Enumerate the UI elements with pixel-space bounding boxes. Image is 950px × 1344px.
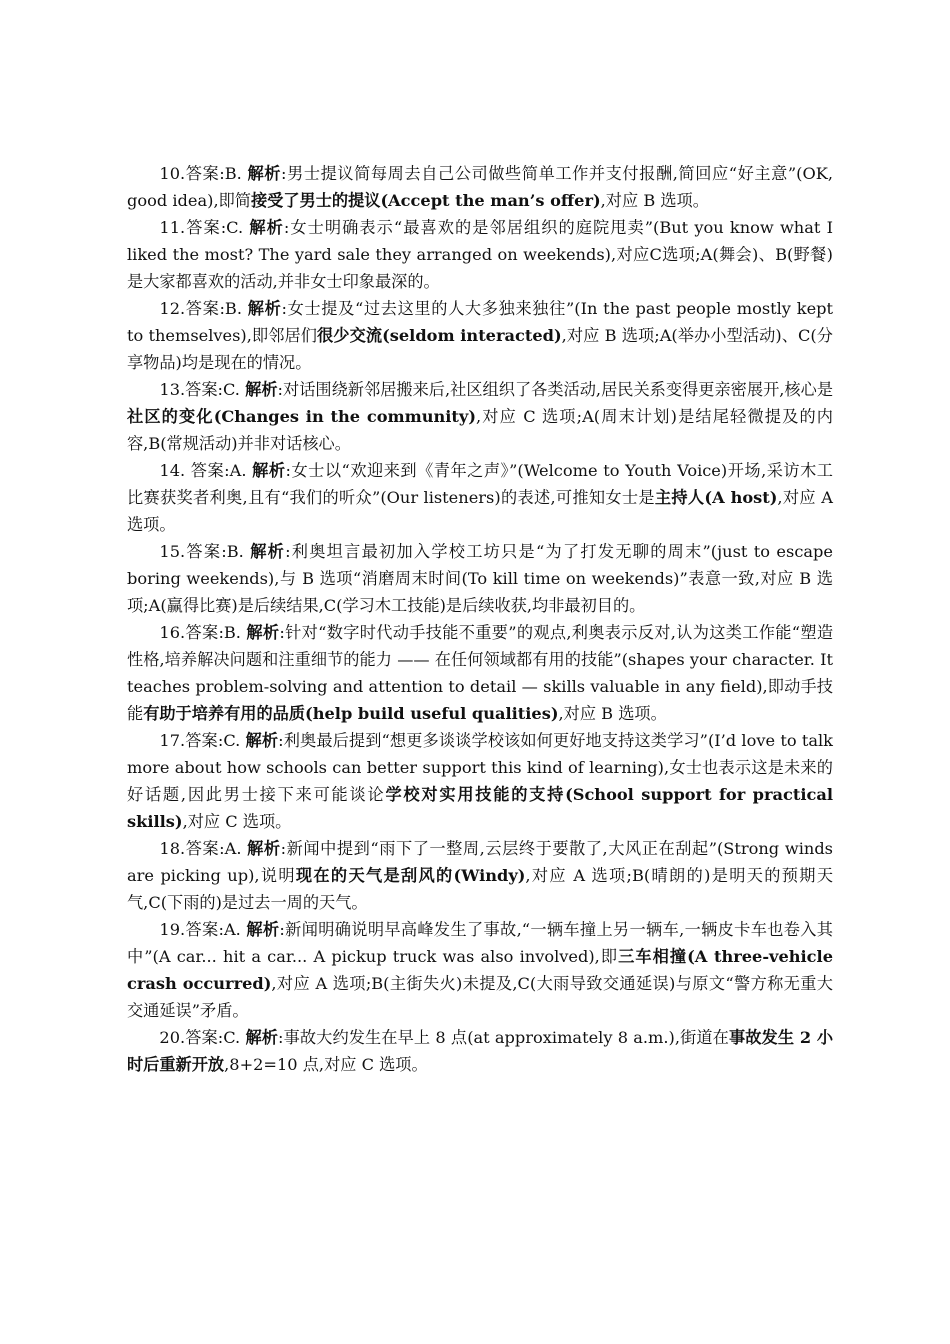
answer-item-13 xyxy=(127,376,833,457)
key-phrase: 主持人(A host) xyxy=(654,488,778,507)
explanation-tail: ,对应 A 选项;B(主街失火)未提及,C(大雨导致交通延误)与原文“警方称无重大交通延误”矛盾。 xyxy=(127,974,833,1020)
key-phrase: 接受了男士的提议(Accept the man’s offer) xyxy=(250,191,601,210)
analysis-label: 解析 xyxy=(245,731,279,750)
answer-item-11 xyxy=(127,214,833,295)
explanation-text: :利奥最后提到“想更多谈谈学校该如何更好地支持这类学习”(I’d love to talk more about how schools can better support this kind of learning),女士也表示这是未来的好话题,因此男士接下来可能谈论 xyxy=(127,731,833,804)
analysis-label: 解析 xyxy=(252,461,286,480)
item-number: 10. xyxy=(159,164,186,183)
explanation-tail: ,对应 A 选项;B(晴朗的)是明天的预期天气,C(下雨的)是过去一周的天气。 xyxy=(127,866,834,912)
answer-key: 答案:B. xyxy=(185,164,242,183)
item-number: 11. xyxy=(159,218,186,237)
answer-item-18 xyxy=(127,835,833,916)
answer-item-14 xyxy=(127,457,833,538)
explanation-text: :对话围绕新邻居搬来后,社区组织了各类活动,居民关系变得更亲密展开,核心是 xyxy=(277,380,834,399)
answer-item-19 xyxy=(127,916,833,1024)
answer-item-15 xyxy=(127,538,833,619)
item-number: 17. xyxy=(159,731,186,750)
answer-key: 答案:A. xyxy=(185,839,242,858)
key-phrase: 社区的变化(Changes in the community) xyxy=(127,407,476,426)
explanation-tail: ,对应 A 选项。 xyxy=(127,488,833,534)
answer-item-10 xyxy=(127,160,833,214)
answer-key: 答案:A. xyxy=(190,461,247,480)
explanation-text: :女士提及“过去这里的人大多独来独往”(In the past people mostly kept to themselves),即邻居们 xyxy=(127,299,834,345)
analysis-label: 解析 xyxy=(249,218,284,237)
explanation-text: :事故大约发生在早上 8 点(at approximately 8 a.m.),街道在 xyxy=(278,1028,729,1047)
explanation-tail: ,对应 B 选项。 xyxy=(600,191,709,210)
answer-key: 答案:C. xyxy=(185,1028,241,1047)
explanation-tail: ,8+2=10 点,对应 C 选项。 xyxy=(224,1055,428,1074)
key-phrase: 学校对实用技能的支持(School support for practical skills) xyxy=(127,785,833,831)
explanation-text: :利奥坦言最初加入学校工坊只是“为了打发无聊的周末”(just to escape boring weekends),与 B 选项“消磨周末时间(To kill time on weekends)”表意一致,对应 B 选项;A(赢得比赛)是后续结果,C(学习木工技能)是后续收获,均非最初目的。 xyxy=(127,542,833,615)
explanation-text: :女士明确表示“最喜欢的是邻居组织的庭院甩卖”(But you know what I liked the most? The yard sale they arranged on weekends),对应C选项;A(舞会)、B(野餐)是大家都喜欢的活动,并非女士印象最深的。 xyxy=(127,218,833,291)
answer-item-16 xyxy=(127,619,833,727)
explanation-text: :男士提议简每周去自己公司做些简单工作并支付报酬,简回应“好主意”(OK, good idea),即简 xyxy=(127,164,833,210)
explanation-tail: ,对应 C 选项;A(周末计划)是结尾轻微提及的内容,B(常规活动)并非对话核心。 xyxy=(127,407,833,453)
answer-item-20 xyxy=(127,1024,833,1078)
key-phrase: 现在的天气是刮风的(Windy) xyxy=(295,866,526,885)
explanation-text: :女士以“欢迎来到《青年之声》”(Welcome to Youth Voice)开场,采访木工比赛获奖者利奥,且有“我们的听众”(Our listeners)的表述,可推知女士是 xyxy=(127,461,833,507)
item-number: 19. xyxy=(159,920,186,939)
item-number: 14. xyxy=(159,461,191,480)
answer-key: 答案:B. xyxy=(185,299,242,318)
answer-key: 答案:C. xyxy=(185,218,244,237)
item-number: 18. xyxy=(159,839,186,858)
key-phrase: 很少交流(seldom interacted) xyxy=(317,326,562,345)
analysis-label: 解析 xyxy=(247,164,282,183)
analysis-label: 解析 xyxy=(245,1028,279,1047)
analysis-label: 解析 xyxy=(245,380,278,399)
analysis-label: 解析 xyxy=(247,299,282,318)
key-phrase: 有助于培养有用的品质(help build useful qualities) xyxy=(143,704,559,723)
explanation-tail: ,对应 B 选项;A(举办小型活动)、C(分享物品)均是现在的情况。 xyxy=(127,326,833,372)
answer-explanations xyxy=(127,160,833,1078)
item-number: 16. xyxy=(159,623,186,642)
item-number: 13. xyxy=(159,380,186,399)
key-phrase: 事故发生 2 小时后重新开放 xyxy=(127,1028,834,1074)
answer-key: 答案:A. xyxy=(185,920,241,939)
explanation-text: :针对“数字时代动手技能不重要”的观点,利奥表示反对,认为这类工作能“塑造性格,培养解决问题和注重细节的能力 —— 在任何领域都有用的技能”(shapes your character. It teaches problem-solving and attention to detail — skills valuable in any field),即动手技能 xyxy=(127,623,833,723)
analysis-label: 解析 xyxy=(250,542,286,561)
answer-key: 答案:B. xyxy=(185,623,241,642)
analysis-label: 解析 xyxy=(246,623,280,642)
key-phrase: 三车相撞(A three-vehicle crash occurred) xyxy=(127,947,833,993)
item-number: 12. xyxy=(159,299,186,318)
analysis-label: 解析 xyxy=(246,920,280,939)
explanation-text: :新闻中提到“雨下了一整周,云层终于要散了,大风正在刮起”(Strong winds are picking up),说明 xyxy=(127,839,833,885)
answer-key: 答案:C. xyxy=(185,380,240,399)
item-number: 20. xyxy=(159,1028,186,1047)
explanation-tail: ,对应 B 选项。 xyxy=(558,704,667,723)
answer-key: 答案:C. xyxy=(185,731,241,750)
answer-item-17 xyxy=(127,727,833,835)
explanation-tail: ,对应 C 选项。 xyxy=(182,812,292,831)
item-number: 15. xyxy=(159,542,186,561)
analysis-label: 解析 xyxy=(247,839,281,858)
answer-item-12 xyxy=(127,295,833,376)
explanation-text: :新闻明确说明早高峰发生了事故,“一辆车撞上另一辆车,一辆皮卡车也卷入其中”(A car... hit a car... A pickup truck was also involved),即 xyxy=(127,920,833,966)
answer-key: 答案:B. xyxy=(185,542,244,561)
